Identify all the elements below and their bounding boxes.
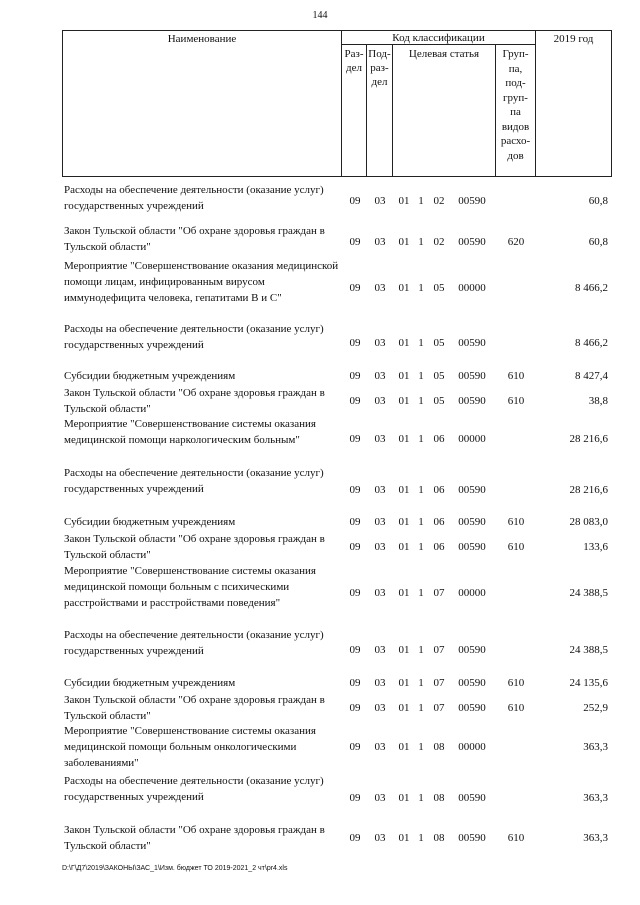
target-code-1: 01: [398, 282, 410, 294]
row-name: Закон Тульской области "Об охране здоровья граждан в Тульской области": [64, 824, 325, 852]
row-name: Мероприятие "Совершенствование системы оказания медицинской помощи больным с психическими расстройствами и расстройствами поведения": [64, 565, 316, 609]
group-code: 610: [507, 702, 525, 714]
target-code-3: 06: [433, 541, 445, 553]
amount-2019: 24 388,5: [569, 587, 608, 599]
razdel-code: 09: [349, 195, 361, 207]
podrazdel-code: 03: [374, 832, 386, 844]
razdel-code: 09: [349, 370, 361, 382]
target-code-2: 1: [418, 236, 424, 248]
target-code-4: 00590: [458, 236, 486, 248]
target-code-4: 00590: [458, 195, 486, 207]
amount-2019: 28 216,6: [569, 433, 608, 445]
target-code-2: 1: [418, 195, 424, 207]
razdel-code: 09: [349, 677, 361, 689]
amount-2019: 133,6: [583, 541, 608, 553]
group-code: 610: [507, 516, 525, 528]
target-code-3: 07: [433, 677, 445, 689]
amount-2019: 8 466,2: [575, 282, 608, 294]
row-name: Субсидии бюджетным учреждениям: [64, 677, 236, 689]
header-podrazdel-label: Под- раз- дел: [368, 48, 391, 88]
header-code-group-label: Код классификации: [392, 32, 485, 44]
target-code-4: 00590: [458, 337, 486, 349]
target-code-4: 00590: [458, 395, 486, 407]
amount-2019: 38,8: [588, 395, 608, 407]
podrazdel-code: 03: [374, 282, 386, 294]
podrazdel-code: 03: [374, 433, 386, 445]
razdel-code: 09: [349, 832, 361, 844]
target-code-3: 05: [433, 337, 445, 349]
podrazdel-code: 03: [374, 395, 386, 407]
razdel-code: 09: [349, 433, 361, 445]
razdel-code: 09: [349, 644, 361, 656]
podrazdel-code: 03: [374, 792, 386, 804]
group-code: 620: [507, 236, 525, 248]
target-code-3: 05: [433, 370, 445, 382]
amount-2019: 252,9: [583, 702, 608, 714]
razdel-code: 09: [349, 587, 361, 599]
amount-2019: 8 427,4: [575, 370, 608, 382]
target-code-3: 06: [433, 484, 445, 496]
target-code-2: 1: [418, 433, 424, 445]
razdel-code: 09: [349, 516, 361, 528]
podrazdel-code: 03: [374, 702, 386, 714]
target-code-1: 01: [398, 337, 410, 349]
podrazdel-code: 03: [374, 516, 386, 528]
target-code-2: 1: [418, 516, 424, 528]
target-code-3: 08: [433, 792, 445, 804]
target-code-4: 00590: [458, 541, 486, 553]
podrazdel-code: 03: [374, 677, 386, 689]
target-code-4: 00590: [458, 484, 486, 496]
razdel-code: 09: [349, 282, 361, 294]
target-code-2: 1: [418, 677, 424, 689]
row-name: Мероприятие "Совершенствование оказания медицинской помощи лицам, инфицированным вирусом иммунодефицита человека, гепатитами В и С": [64, 260, 339, 304]
target-code-2: 1: [418, 702, 424, 714]
target-code-4: 00590: [458, 370, 486, 382]
target-code-4: 00590: [458, 516, 486, 528]
podrazdel-code: 03: [374, 644, 386, 656]
razdel-code: 09: [349, 337, 361, 349]
target-code-2: 1: [418, 337, 424, 349]
header-target-label: Целевая статья: [408, 48, 480, 60]
row-name: Закон Тульской области "Об охране здоровья граждан в Тульской области": [64, 225, 325, 253]
target-code-3: 02: [433, 236, 445, 248]
target-code-3: 02: [433, 195, 445, 207]
target-code-1: 01: [398, 195, 410, 207]
target-code-2: 1: [418, 792, 424, 804]
header-year-label: 2019 год: [553, 33, 594, 45]
row-name: Мероприятие "Совершенствование системы оказания медицинской помощи больным онкологическими заболеваниями": [64, 725, 316, 769]
target-code-3: 06: [433, 516, 445, 528]
target-code-2: 1: [418, 644, 424, 656]
target-code-1: 01: [398, 370, 410, 382]
target-code-1: 01: [398, 702, 410, 714]
group-code: 610: [507, 832, 525, 844]
amount-2019: 28 216,6: [569, 484, 608, 496]
target-code-2: 1: [418, 395, 424, 407]
razdel-code: 09: [349, 236, 361, 248]
amount-2019: 8 466,2: [575, 337, 608, 349]
row-name: Закон Тульской области "Об охране здоровья граждан в Тульской области": [64, 387, 325, 415]
target-code-2: 1: [418, 282, 424, 294]
target-code-4: 00590: [458, 832, 486, 844]
razdel-code: 09: [349, 395, 361, 407]
row-name: Расходы на обеспечение деятельности (оказание услуг) государственных учреждений: [64, 775, 324, 803]
target-code-2: 1: [418, 741, 424, 753]
header-target-cell: [392, 44, 496, 177]
target-code-4: 00000: [458, 433, 486, 445]
podrazdel-code: 03: [374, 236, 386, 248]
target-code-1: 01: [398, 832, 410, 844]
target-code-1: 01: [398, 541, 410, 553]
row-name: Закон Тульской области "Об охране здоровья граждан в Тульской области": [64, 694, 325, 722]
razdel-code: 09: [349, 792, 361, 804]
amount-2019: 60,8: [588, 236, 608, 248]
podrazdel-code: 03: [374, 484, 386, 496]
amount-2019: 363,3: [583, 741, 608, 753]
group-code: 610: [507, 395, 525, 407]
target-code-3: 08: [433, 832, 445, 844]
target-code-2: 1: [418, 484, 424, 496]
amount-2019: 24 388,5: [569, 644, 608, 656]
razdel-code: 09: [349, 741, 361, 753]
row-name: Мероприятие "Совершенствование системы оказания медицинской помощи наркологическим больным": [64, 418, 316, 446]
header-name-label: Наименование: [167, 33, 237, 45]
header-razdel-label: Раз- дел: [344, 48, 364, 74]
target-code-2: 1: [418, 587, 424, 599]
group-code: 610: [507, 677, 525, 689]
podrazdel-code: 03: [374, 370, 386, 382]
podrazdel-code: 03: [374, 195, 386, 207]
target-code-4: 00000: [458, 282, 486, 294]
target-code-1: 01: [398, 433, 410, 445]
file-path-footer: D:\Г\Д7\2019\ЗАКОНЫ\ЗАС_1\Изм. бюджет ТО 2019-2021_2 чт\pr4.xls: [62, 865, 288, 872]
target-code-1: 01: [398, 484, 410, 496]
target-code-1: 01: [398, 741, 410, 753]
amount-2019: 24 135,6: [569, 677, 608, 689]
target-code-1: 01: [398, 792, 410, 804]
target-code-3: 07: [433, 702, 445, 714]
podrazdel-code: 03: [374, 741, 386, 753]
row-name: Закон Тульской области "Об охране здоровья граждан в Тульской области": [64, 533, 325, 561]
target-code-3: 06: [433, 433, 445, 445]
row-name: Расходы на обеспечение деятельности (оказание услуг) государственных учреждений: [64, 323, 324, 351]
target-code-2: 1: [418, 370, 424, 382]
group-code: 610: [507, 370, 525, 382]
podrazdel-code: 03: [374, 587, 386, 599]
target-code-3: 07: [433, 587, 445, 599]
target-code-4: 00590: [458, 644, 486, 656]
razdel-code: 09: [349, 702, 361, 714]
row-name: Расходы на обеспечение деятельности (оказание услуг) государственных учреждений: [64, 467, 324, 495]
target-code-1: 01: [398, 677, 410, 689]
target-code-3: 05: [433, 395, 445, 407]
target-code-4: 00590: [458, 792, 486, 804]
group-code: 610: [507, 541, 525, 553]
target-code-1: 01: [398, 644, 410, 656]
header-year-cell: [535, 30, 612, 177]
amount-2019: 363,3: [583, 832, 608, 844]
target-code-3: 05: [433, 282, 445, 294]
target-code-2: 1: [418, 832, 424, 844]
header-name-cell: [62, 30, 342, 177]
target-code-4: 00000: [458, 587, 486, 599]
podrazdel-code: 03: [374, 541, 386, 553]
target-code-2: 1: [418, 541, 424, 553]
header-group-label: Груп- па, под- груп- па видов расхо- дов: [500, 48, 531, 162]
target-code-4: 00000: [458, 741, 486, 753]
amount-2019: 363,3: [583, 792, 608, 804]
target-code-4: 00590: [458, 702, 486, 714]
page-number: 144: [312, 10, 328, 21]
podrazdel-code: 03: [374, 337, 386, 349]
target-code-1: 01: [398, 236, 410, 248]
target-code-1: 01: [398, 395, 410, 407]
target-code-1: 01: [398, 516, 410, 528]
amount-2019: 28 083,0: [569, 516, 608, 528]
target-code-3: 08: [433, 741, 445, 753]
amount-2019: 60,8: [588, 195, 608, 207]
row-name: Расходы на обеспечение деятельности (оказание услуг) государственных учреждений: [64, 184, 324, 212]
row-name: Расходы на обеспечение деятельности (оказание услуг) государственных учреждений: [64, 629, 324, 657]
target-code-4: 00590: [458, 677, 486, 689]
target-code-1: 01: [398, 587, 410, 599]
row-name: Субсидии бюджетным учреждениям: [64, 370, 236, 382]
razdel-code: 09: [349, 541, 361, 553]
target-code-3: 07: [433, 644, 445, 656]
row-name: Субсидии бюджетным учреждениям: [64, 516, 236, 528]
razdel-code: 09: [349, 484, 361, 496]
